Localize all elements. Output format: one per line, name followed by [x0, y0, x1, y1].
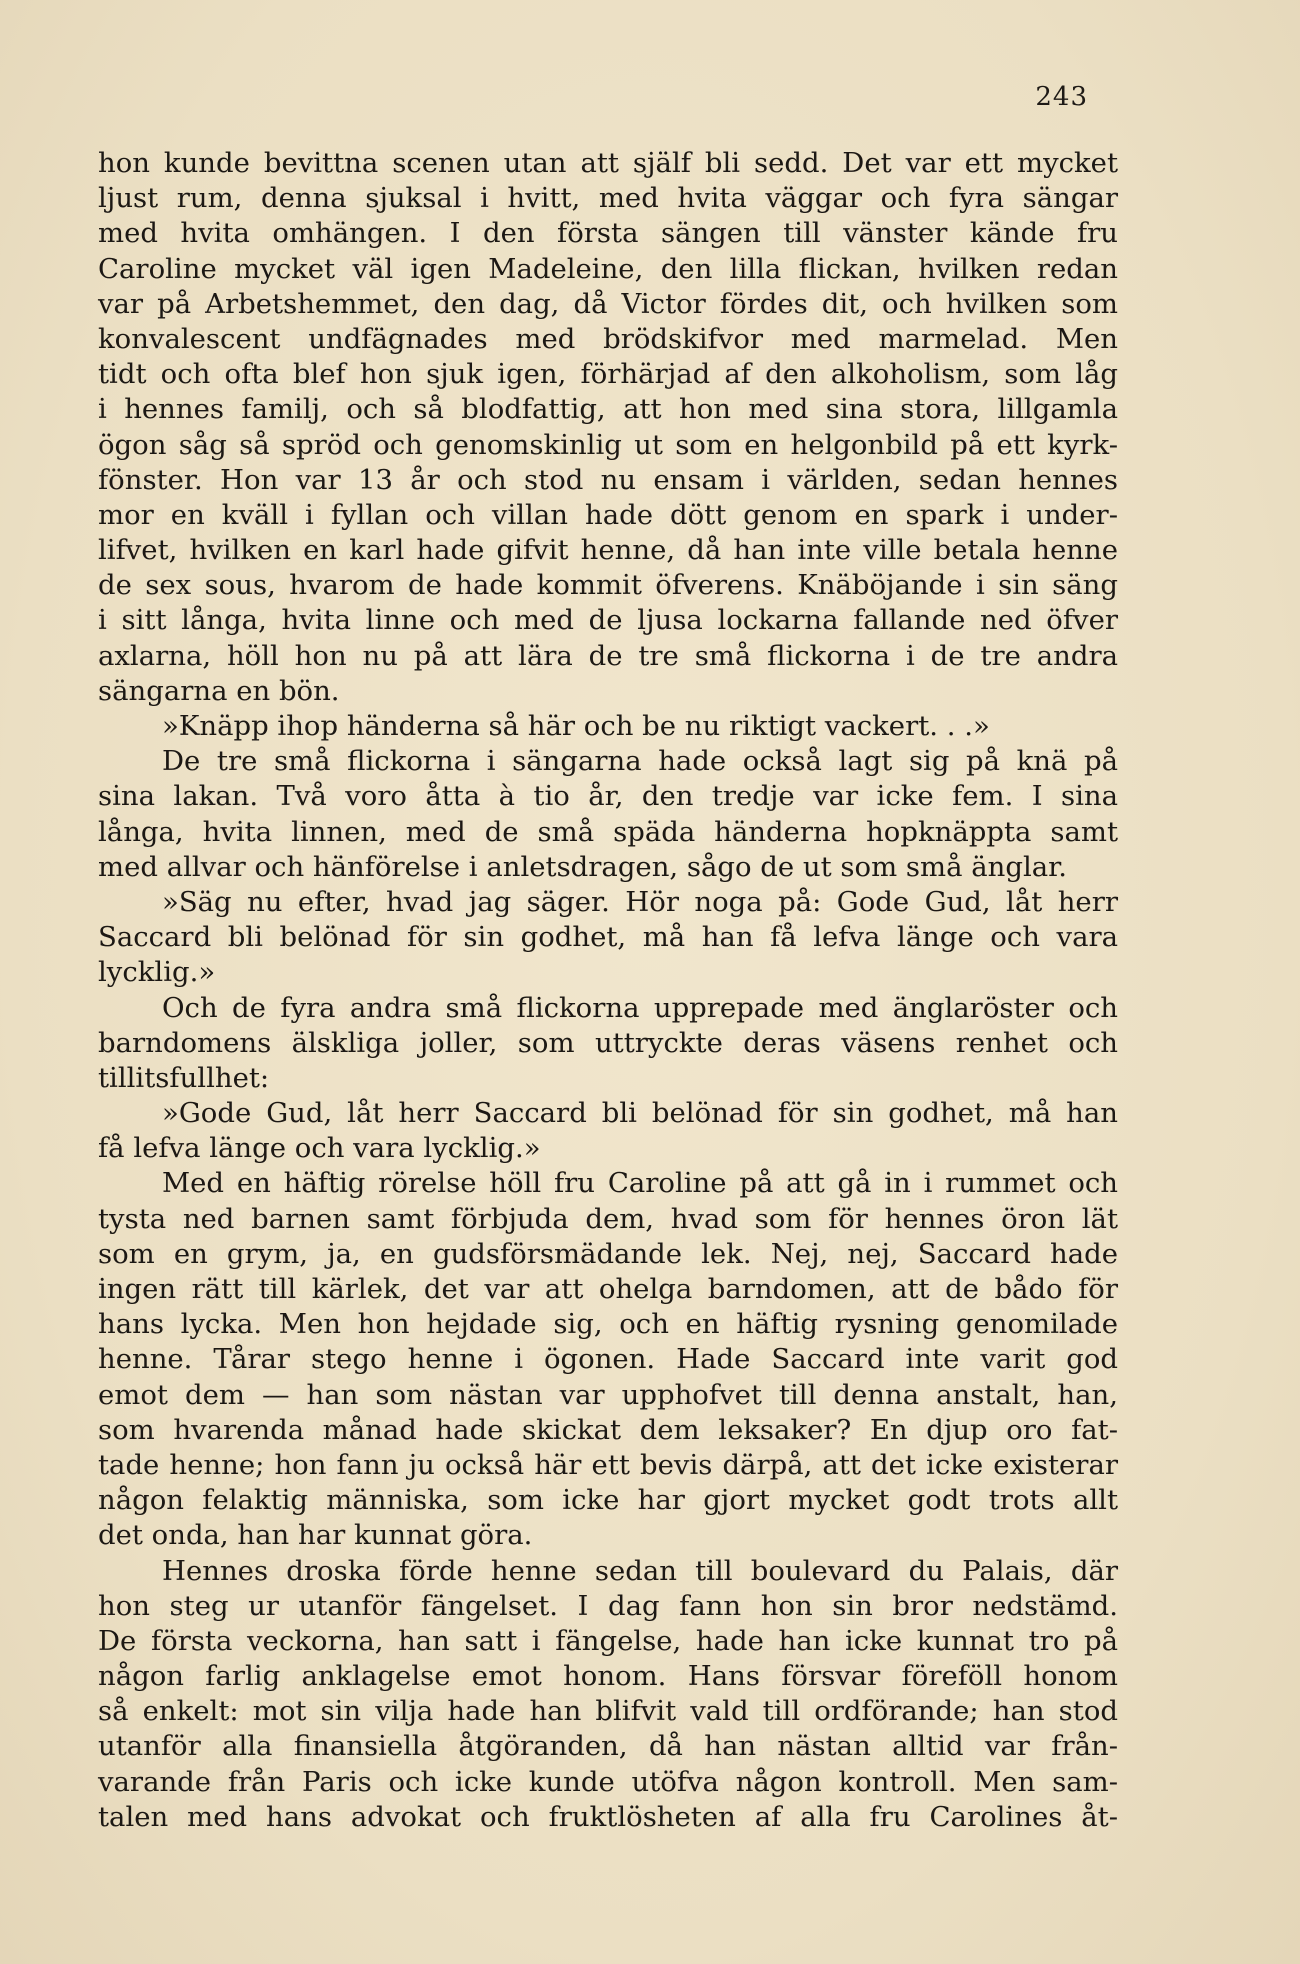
text-line: emot dem — han som nästan var upphofvet till denna anstalt, han, — [98, 1378, 1118, 1411]
text-line: Med en häftig rörelse höll fru Caroline på att gå in i rummet och — [162, 1167, 1118, 1200]
text-line: talen med hans advokat och fruktlösheten af alla fru Carolines åt- — [98, 1800, 1118, 1833]
text-line: Hennes droska förde henne sedan till boulevard du Palais, där — [162, 1554, 1118, 1587]
text-line: konvalescent undfägnades med brödskifvor med marmelad. Men — [98, 322, 1118, 355]
body-text — [98, 146, 1118, 1835]
text-line: mor en kväll i fyllan och villan hade dött genom en spark i under- — [98, 498, 1118, 531]
text-line: som en grym, ja, en gudsförsmädande lek. Nej, nej, Saccard hade — [98, 1237, 1118, 1270]
text-line: sina lakan. Två voro åtta à tio år, den tredje var icke fem. I sina — [98, 780, 1118, 813]
text-line: ingen rätt till kärlek, det var att ohelga barndomen, att de bådo för — [98, 1273, 1118, 1305]
text-line: med allvar och hänförelse i anletsdragen, sågo de ut som små änglar. — [98, 850, 1068, 883]
text-line: De första veckorna, han satt i fängelse, hade han icke kunnat tro på — [98, 1624, 1118, 1657]
text-line: ljust rum, denna sjuksal i hvitt, med hvita väggar och fyra sängar — [98, 182, 1118, 215]
text-line: det onda, han har kunnat göra. — [98, 1519, 533, 1552]
text-line: ögon såg så spröd och genomskinlig ut som en helgonbild på ett kyrk- — [98, 428, 1118, 461]
text-line: varande från Paris och icke kunde utöfva någon kontroll. Men sam- — [98, 1765, 1118, 1798]
text-line: var på Arbetshemmet, den dag, då Victor fördes dit, och hvilken som — [98, 287, 1118, 320]
text-line: fönster. Hon var 13 år och stod nu ensam i världen, sedan hennes — [98, 463, 1118, 496]
text-line: utanför alla finansiella åtgöranden, då han nästan alltid var från- — [98, 1730, 1118, 1763]
text-line: tysta ned barnen samt förbjuda dem, hvad som för hennes öron lät — [98, 1202, 1118, 1235]
text-line: i sitt långa, hvita linne och med de ljusa lockarna fallande ned öfver — [98, 604, 1118, 637]
text-line: någon felaktig människa, som icke har gjort mycket godt trots allt — [98, 1484, 1118, 1517]
text-line: långa, hvita linnen, med de små späda händerna hopknäppta samt — [98, 815, 1118, 848]
page-number: 243 — [1035, 82, 1088, 112]
text-line: Caroline mycket väl igen Madeleine, den lilla flickan, hvilken redan — [98, 252, 1118, 285]
text-line: »Säg nu efter, hvad jag säger. Hör noga på: Gode Gud, låt herr — [162, 885, 1118, 918]
text-line: hon steg ur utanför fängelset. I dag fann hon sin bror nedstämd. — [98, 1589, 1118, 1622]
text-line: få lefva länge och vara lycklig.» — [98, 1132, 541, 1165]
text-line: »Knäpp ihop händerna så här och be nu riktigt vackert. . .» — [162, 710, 990, 742]
text-line: tillitsfullhet: — [98, 1061, 270, 1094]
text-line: någon farlig anklagelse emot honom. Hans försvar föreföll honom — [98, 1660, 1118, 1693]
text-line: hans lycka. Men hon hejdade sig, och en häftig rysning genomilade — [98, 1308, 1118, 1341]
text-line: axlarna, höll hon nu på att lära de tre små flickorna i de tre andra — [98, 639, 1118, 672]
text-line: så enkelt: mot sin vilja hade han blifvit vald till ordförande; han stod — [98, 1695, 1118, 1728]
text-line: som hvarenda månad hade skickat dem leksaker? En djup oro fat- — [98, 1413, 1118, 1446]
text-line: tade henne; hon fann ju också här ett bevis därpå, att det icke existerar — [98, 1448, 1118, 1481]
text-line: »Gode Gud, låt herr Saccard bli belönad för sin godhet, må han — [162, 1097, 1118, 1130]
text-line: Och de fyra andra små flickorna upprepade med änglaröster och — [162, 991, 1118, 1024]
text-line: barndomens älskliga joller, som uttryckte deras väsens renhet och — [98, 1026, 1118, 1059]
text-line: tidt och ofta blef hon sjuk igen, förhärjad af den alkoholism, som låg — [98, 358, 1118, 391]
text-line: de sex sous, hvarom de hade kommit öfverens. Knäböjande i sin säng — [98, 569, 1118, 602]
text-line: i hennes familj, och så blodfattig, att hon med sina stora, lillgamla — [98, 393, 1118, 426]
text-line: henne. Tårar stego henne i ögonen. Hade Saccard inte varit god — [98, 1343, 1118, 1376]
text-line: De tre små flickorna i sängarna hade också lagt sig på knä på — [162, 745, 1118, 778]
text-line: lifvet, hvilken en karl hade gifvit henne, då han inte ville betala henne — [98, 534, 1118, 567]
text-line: med hvita omhängen. I den första sängen till vänster kände fru — [98, 217, 1118, 250]
text-line: hon kunde bevittna scenen utan att själf bli sedd. Det var ett mycket — [98, 147, 1118, 179]
text-line: Saccard bli belönad för sin godhet, må han få lefva länge och vara — [98, 921, 1118, 954]
text-line: lycklig.» — [98, 956, 216, 989]
text-line: sängarna en bön. — [98, 674, 340, 707]
